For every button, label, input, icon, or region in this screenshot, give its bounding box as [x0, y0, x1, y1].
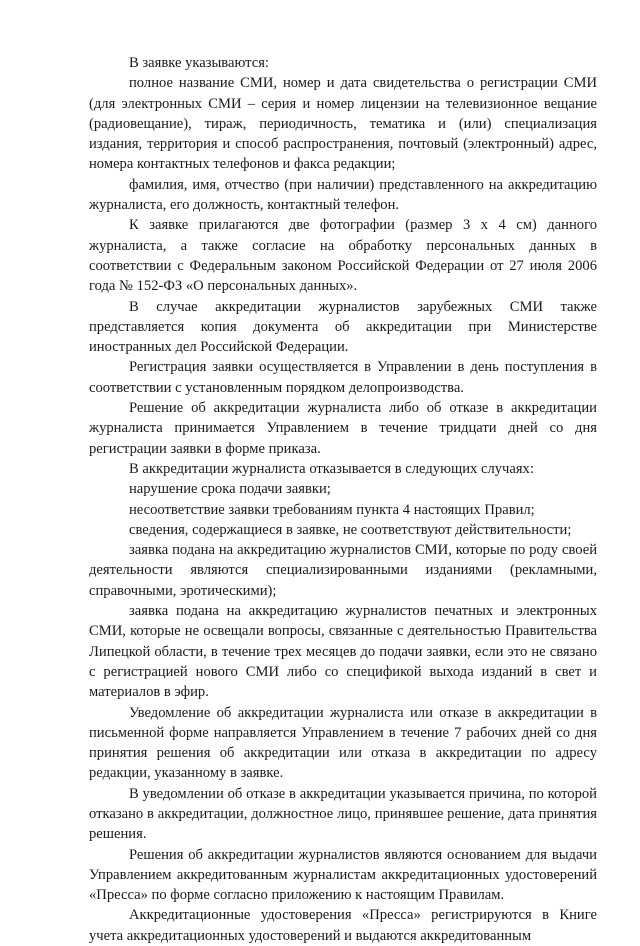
- paragraph-refusal-cases-intro: В аккредитации журналиста отказывается в следующих случаях:: [129, 460, 534, 477]
- paragraph-refusal-notice: В уведомлении об отказе в аккредитации указывается причина, по которой отказано в аккредитации, должностное лицо, принявшее решение, дата принятия решения.: [89, 785, 597, 843]
- paragraph-journalist-details: фамилия, имя, отчество (при наличии) представленного на аккредитацию журналиста, его должность, контактный телефон.: [89, 176, 597, 214]
- paragraph-request-contents-intro: В заявке указываются:: [129, 55, 269, 71]
- paragraph-refusal-deadline: нарушение срока подачи заявки;: [129, 481, 331, 498]
- paragraph-refusal-false-info: сведения, содержащиеся в заявке, не соответствуют действительности;: [129, 521, 572, 538]
- document-page: [89, 53, 597, 946]
- paragraph-press-certificates: Решения об аккредитации журналистов являются основанием для выдачи Управлением аккредитованным журналистам аккредитационных удостоверений «Пресса» по форме согласно приложению к настоящим Правилам.: [89, 846, 597, 904]
- paragraph-notification: Уведомление об аккредитации журналиста или отказе в аккредитации в письменной форме направляется Управлением в течение 7 рабочих дней со дня принятия решения об аккредитации или отказа в аккредитации по адресу редакции, указанному в заявке.: [89, 704, 597, 782]
- paragraph-registration: Регистрация заявки осуществляется в Управлении в день поступления в соответствии с установленным порядком делопроизводства.: [89, 359, 597, 396]
- paragraph-refusal-specialized: заявка подана на аккредитацию журналистов СМИ, которые по роду своей деятельности являются специализированными изданиями (рекламными, справочными, эротическими);: [89, 542, 597, 599]
- paragraph-refusal-requirements: несоответствие заявки требованиям пункта 4 настоящих Правил;: [129, 501, 535, 518]
- paragraph-decision: Решение об аккредитации журналиста либо об отказе в аккредитации журналиста принимается Управлением в течение тридцати дней со дня регистрации заявки в форме приказа.: [89, 400, 597, 457]
- paragraph-certificates-registration: Аккредитационные удостоверения «Пресса» регистрируются в Книге учета аккредитационных удостоверений и выдаются аккредитованным: [89, 907, 597, 944]
- paragraph-foreign-media: В случае аккредитации журналистов зарубежных СМИ также представляется копия документа об аккредитации при Министерстве иностранных дел Российской Федерации.: [89, 298, 597, 356]
- paragraph-refusal-coverage: заявка подана на аккредитацию журналистов печатных и электронных СМИ, которые не освещали вопросы, связанные с деятельностью Правительства Липецкой области, в течение трех месяцев до подачи заявки, если это не связано с регистрацией нового СМИ либо со спецификой выхода изданий в свет и материалов в эфир.: [89, 603, 597, 701]
- paragraph-photos-consent: К заявке прилагаются две фотографии (размер 3 х 4 см) данного журналиста, а также согласие на обработку персональных данных в соответствии с Федеральным законом Российской Федерации от 27 июля 2006 года № 152-ФЗ «О персональных данных».: [89, 217, 597, 295]
- paragraph-media-details: полное название СМИ, номер и дата свидетельства о регистрации СМИ (для электронных СМИ – серия и номер лицензии на телевизионное вещание (радиовещание), тираж, периодичность, тематика и (или) специализация издания, территория и способ распространения, почтовый (электронный) адрес, номера контактных телефонов и факса редакции;: [89, 75, 597, 173]
